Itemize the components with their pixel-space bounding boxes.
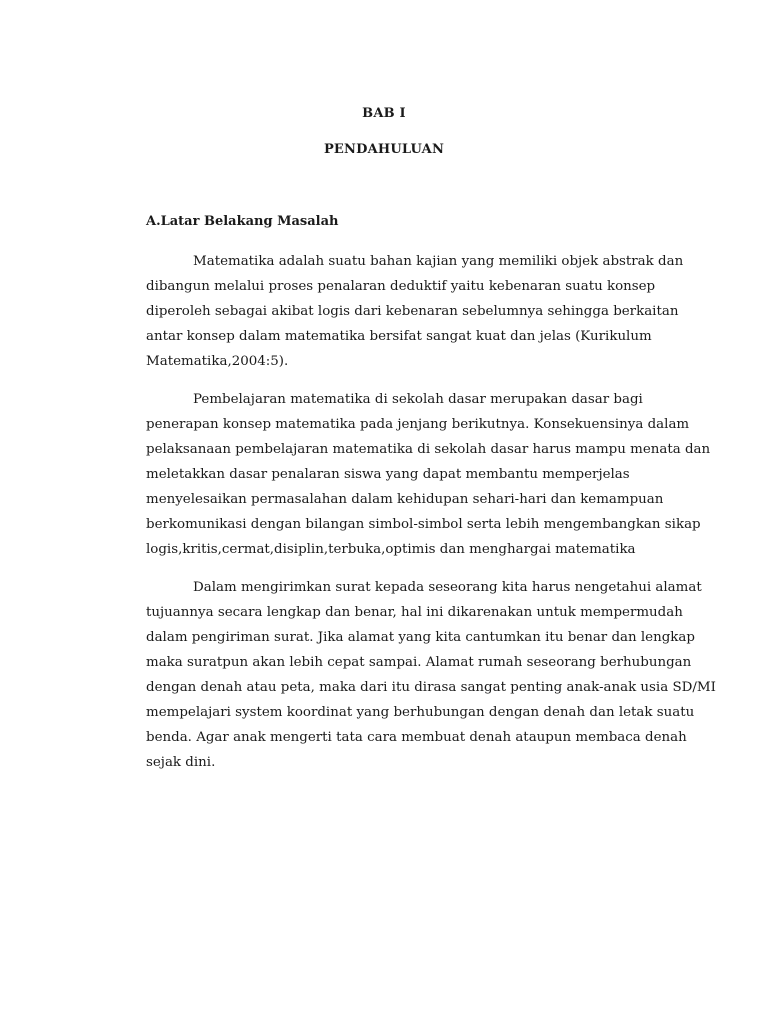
paragraph-2 bbox=[146, 387, 711, 562]
paragraph-line: dibangun melalui proses penalaran deduktif yaitu kebenaran suatu konsep bbox=[146, 279, 656, 294]
chapter-title: PENDAHULUAN bbox=[323, 142, 445, 157]
paragraph-line: Dalam mengirimkan surat kepada seseorang kita harus nengetahui alamat bbox=[193, 580, 702, 595]
paragraph-1 bbox=[146, 249, 684, 374]
section-title: A.Latar Belakang Masalah bbox=[146, 214, 339, 229]
paragraph-line: maka suratpun akan lebih cepat sampai. Alamat rumah seseorang berhubungan bbox=[146, 655, 692, 670]
paragraph-line: berkomunikasi dengan bilangan simbol-simbol serta lebih mengembangkan sikap bbox=[146, 517, 701, 532]
paragraph-line: dalam pengiriman surat. Jika alamat yang kita cantumkan itu benar dan lengkap bbox=[146, 630, 695, 645]
paragraph-line: antar konsep dalam matematika bersifat sangat kuat dan jelas (Kurikulum bbox=[146, 329, 652, 344]
chapter-heading: BAB I bbox=[362, 106, 406, 121]
paragraph-line: benda. Agar anak mengerti tata cara membuat denah ataupun membaca denah bbox=[146, 730, 687, 745]
paragraph-line: Matematika adalah suatu bahan kajian yang memiliki objek abstrak dan bbox=[193, 254, 684, 269]
paragraph-line: pelaksanaan pembelajaran matematika di sekolah dasar harus mampu menata dan bbox=[146, 442, 711, 457]
paragraph-line: menyelesaikan permasalahan dalam kehidupan sehari-hari dan kemampuan bbox=[146, 492, 664, 507]
paragraph-line: meletakkan dasar penalaran siswa yang dapat membantu memperjelas bbox=[146, 467, 630, 482]
paragraph-line: mempelajari system koordinat yang berhubungan dengan denah dan letak suatu bbox=[146, 705, 695, 720]
paragraph-line: diperoleh sebagai akibat logis dari kebenaran sebelumnya sehingga berkaitan bbox=[146, 304, 679, 319]
paragraph-line: logis,kritis,cermat,disiplin,terbuka,optimis dan menghargai matematika bbox=[146, 542, 636, 557]
paragraph-line: sejak dini. bbox=[146, 755, 216, 770]
paragraph-line: penerapan konsep matematika pada jenjang berikutnya. Konsekuensinya dalam bbox=[146, 417, 690, 432]
paragraph-3 bbox=[146, 575, 716, 775]
paragraph-line: Pembelajaran matematika di sekolah dasar merupakan dasar bagi bbox=[193, 392, 643, 407]
paragraph-line: dengan denah atau peta, maka dari itu dirasa sangat penting anak-anak usia SD/MI bbox=[146, 680, 716, 695]
paragraph-line: tujuannya secara lengkap dan benar, hal ini dikarenakan untuk mempermudah bbox=[146, 605, 683, 620]
paragraph-line: Matematika,2004:5). bbox=[146, 354, 289, 369]
